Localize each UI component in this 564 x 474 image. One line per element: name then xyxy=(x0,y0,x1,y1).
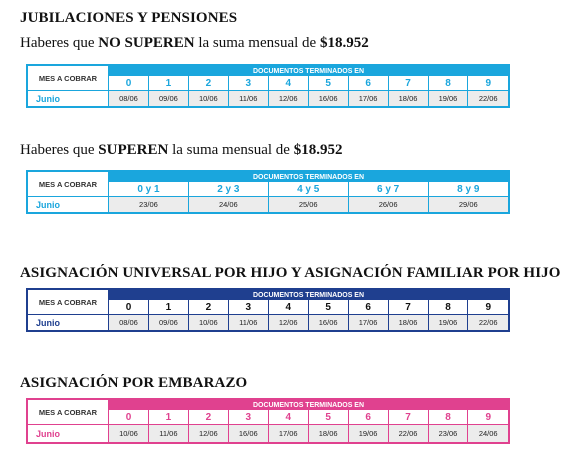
payment-date: 19/06 xyxy=(348,425,388,443)
payment-date: 29/06 xyxy=(428,197,508,213)
documentos-header: DOCUMENTOS TERMINADOS EN xyxy=(109,400,509,410)
payment-date: 12/06 xyxy=(268,91,308,107)
document-digit: 1 xyxy=(148,76,188,91)
subtitle-text: la suma mensual de xyxy=(194,35,320,51)
subtitle-bold: NO SUPEREN xyxy=(98,35,195,51)
document-digit: 2 xyxy=(188,300,228,315)
document-digit: 0 y 1 xyxy=(109,182,189,197)
mes-a-cobrar-label: MES A COBRAR xyxy=(28,66,109,91)
document-digit: 8 xyxy=(428,76,468,91)
calendar-table-embarazo xyxy=(26,398,510,444)
document-digit: 5 xyxy=(308,410,348,425)
payment-date: 16/06 xyxy=(228,425,268,443)
payment-date: 09/06 xyxy=(148,315,188,331)
subtitle-bold: SUPEREN xyxy=(98,142,169,158)
document-digit: 0 xyxy=(109,300,149,315)
document-digit: 6 xyxy=(348,410,388,425)
subtitle-amount: $18.952 xyxy=(319,35,369,51)
payment-date: 25/06 xyxy=(268,197,348,213)
document-digit: 3 xyxy=(228,410,268,425)
payment-date: 10/06 xyxy=(188,91,228,107)
payment-date: 17/06 xyxy=(268,425,308,443)
payment-date: 19/06 xyxy=(428,91,468,107)
calendar-grid xyxy=(28,290,508,330)
payment-date: 16/06 xyxy=(308,315,348,331)
document-digit: 6 y 7 xyxy=(348,182,428,197)
document-digit: 4 y 5 xyxy=(268,182,348,197)
payment-date: 24/06 xyxy=(468,425,508,443)
payment-date: 23/06 xyxy=(109,197,189,213)
mes-a-cobrar-label: MES A COBRAR xyxy=(28,400,109,425)
payment-date: 10/06 xyxy=(188,315,228,331)
payment-date: 10/06 xyxy=(109,425,149,443)
calendar-table-auh xyxy=(26,288,510,332)
section-title-jubilaciones: JUBILACIONES Y PENSIONES xyxy=(20,10,238,26)
payment-date: 11/06 xyxy=(228,91,268,107)
payment-date: 08/06 xyxy=(109,91,149,107)
document-digit: 7 xyxy=(388,76,428,91)
document-digit: 2 y 3 xyxy=(188,182,268,197)
month-label: Junio xyxy=(28,425,109,443)
document-digit: 9 xyxy=(468,410,508,425)
calendar-grid xyxy=(28,172,508,212)
document-digit: 4 xyxy=(268,300,308,315)
documentos-header: DOCUMENTOS TERMINADOS EN xyxy=(109,66,509,76)
documentos-header: DOCUMENTOS TERMINADOS EN xyxy=(109,290,509,300)
payment-date: 09/06 xyxy=(148,91,188,107)
payment-date: 17/06 xyxy=(348,91,388,107)
payment-date: 16/06 xyxy=(308,91,348,107)
payment-date: 19/06 xyxy=(428,315,468,331)
payment-date: 11/06 xyxy=(148,425,188,443)
document-digit: 4 xyxy=(268,76,308,91)
payment-date: 23/06 xyxy=(428,425,468,443)
calendar-grid xyxy=(28,66,508,106)
document-digit: 7 xyxy=(388,300,428,315)
payment-date: 12/06 xyxy=(268,315,308,331)
document-digit: 3 xyxy=(228,300,268,315)
document-digit: 6 xyxy=(348,76,388,91)
payment-date: 24/06 xyxy=(188,197,268,213)
mes-a-cobrar-label: MES A COBRAR xyxy=(28,290,109,315)
payment-date: 18/06 xyxy=(388,91,428,107)
document-digit: 6 xyxy=(348,300,388,315)
document-digit: 9 xyxy=(468,300,508,315)
month-label: Junio xyxy=(28,197,109,213)
documentos-header: DOCUMENTOS TERMINADOS EN xyxy=(109,172,509,182)
document-digit: 3 xyxy=(228,76,268,91)
payment-date: 18/06 xyxy=(308,425,348,443)
payment-date: 11/06 xyxy=(228,315,268,331)
payment-date: 12/06 xyxy=(188,425,228,443)
payment-date: 22/06 xyxy=(468,315,508,331)
calendar-table-no-superen xyxy=(26,64,510,108)
document-digit: 7 xyxy=(388,410,428,425)
subtitle-text: Haberes que xyxy=(20,142,99,158)
month-label: Junio xyxy=(28,315,109,331)
document-digit: 9 xyxy=(468,76,508,91)
document-digit: 0 xyxy=(109,76,149,91)
payment-date: 17/06 xyxy=(348,315,388,331)
calendar-table-superen xyxy=(26,170,510,214)
document-digit: 2 xyxy=(188,410,228,425)
document-digit: 8 xyxy=(428,410,468,425)
document-digit: 8 xyxy=(428,300,468,315)
subtitle-amount: $18.952 xyxy=(293,142,343,158)
payment-date: 08/06 xyxy=(109,315,149,331)
document-digit: 5 xyxy=(308,76,348,91)
month-label: Junio xyxy=(28,91,109,107)
document-digit: 5 xyxy=(308,300,348,315)
subtitle-text: Haberes que xyxy=(20,35,99,51)
section-title-embarazo: ASIGNACIÓN POR EMBARAZO xyxy=(20,375,248,391)
subtitle-text: la suma mensual de xyxy=(168,142,294,158)
payment-date: 22/06 xyxy=(388,425,428,443)
document-digit: 1 xyxy=(148,300,188,315)
subtitle-no-superen xyxy=(20,35,369,52)
section-title-auh: ASIGNACIÓN UNIVERSAL POR HIJO Y ASIGNACIÓN FAMILIAR POR HIJO xyxy=(20,265,561,281)
document-digit: 2 xyxy=(188,76,228,91)
document-digit: 4 xyxy=(268,410,308,425)
mes-a-cobrar-label: MES A COBRAR xyxy=(28,172,109,197)
document-digit: 8 y 9 xyxy=(428,182,508,197)
payment-date: 18/06 xyxy=(388,315,428,331)
document-digit: 1 xyxy=(148,410,188,425)
payment-date: 22/06 xyxy=(468,91,508,107)
subtitle-superen xyxy=(20,142,342,159)
document-digit: 0 xyxy=(109,410,149,425)
payment-date: 26/06 xyxy=(348,197,428,213)
calendar-grid xyxy=(28,400,508,442)
